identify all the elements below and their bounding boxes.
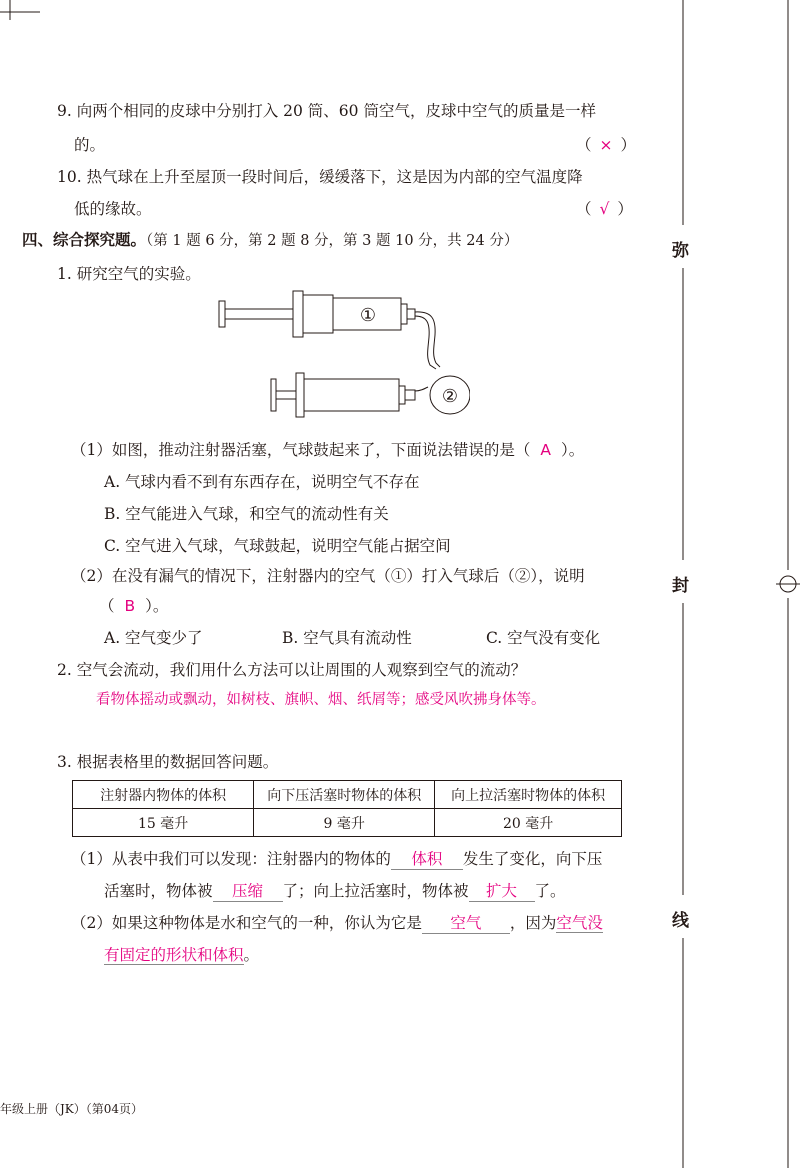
volume-table: [72, 780, 622, 837]
syringe-diagram: [210, 285, 470, 425]
option2-c: C. 空气没有变化: [486, 629, 601, 647]
p3-sub1-line1: （1）从表中我们可以发现：注射器内的物体的 体积 发生了变化，向下压: [71, 847, 602, 870]
table-cell: 15 毫升: [73, 809, 254, 837]
q10-line1: 10. 热气球在上升至屋顶一段时间后，缓缓落下，这是因为内部的空气温度降: [57, 168, 583, 186]
option-b: B. 空气能进入气球，和空气的流动性有关: [104, 505, 389, 523]
p1-sub1-answer: A: [540, 441, 551, 459]
q9-line2: 的。: [74, 136, 106, 154]
p3-sub2-line2: 有固定的形状和体积。: [104, 946, 260, 964]
option-c: C. 空气进入气球，气球鼓起，说明空气能占据空间: [104, 537, 451, 555]
blank-compressed: 压缩: [213, 879, 283, 902]
p1-sub2-line1: （2）在没有漏气的情况下，注射器内的空气（①）打入气球后（②），说明: [71, 567, 585, 585]
q9-answer-paren: （ × ）: [576, 136, 637, 154]
table-header-cell: 向下压活塞时物体的体积: [254, 781, 435, 809]
binding-line: [640, 0, 800, 1168]
p1-sub2-answer: B: [124, 597, 136, 615]
p2-answer: 看物体摇动或飘动，如树枝、旗帜、烟、纸屑等；感受风吹拂身体等。: [96, 692, 546, 708]
blank-expanded: 扩大: [469, 879, 535, 902]
option-a: A. 气球内看不到有东西存在，说明空气不存在: [104, 473, 420, 491]
table-header-row: [73, 781, 622, 809]
p2-question: 2. 空气会流动，我们用什么方法可以让周围的人观察到空气的流动？: [57, 661, 527, 679]
p1-sub2-line2: （ B ）。: [99, 597, 169, 615]
table-cell: 20 毫升: [435, 809, 622, 837]
option2-b: B. 空气具有流动性: [282, 629, 412, 647]
reason-answer-part2: 有固定的形状和体积: [104, 946, 244, 964]
q10-line2: 低的缘故。: [74, 200, 152, 218]
q9-answer: ×: [599, 136, 613, 154]
reason-answer-part1: 空气没: [556, 914, 603, 932]
corner-mark: [0, 0, 60, 20]
table-header-cell: 向上拉活塞时物体的体积: [435, 781, 622, 809]
table-header-cell: 注射器内物体的体积: [73, 781, 254, 809]
margin-char-2: 封: [672, 576, 689, 596]
p1-sub1: （1）如图，推动注射器活塞，气球鼓起来了，下面说法错误的是（ A ）。: [71, 441, 585, 459]
section-heading: 四、综合探究题。（第 1 题 6 分，第 2 题 8 分，第 3 题 10 分，共 24 分）: [22, 231, 519, 249]
margin-char-1: 弥: [672, 241, 689, 261]
q9-line1: 9. 向两个相同的皮球中分别打入 20 筒、60 筒空气，皮球中空气的质量是一样: [57, 102, 596, 120]
q10-answer: √: [599, 200, 610, 218]
label-1: ①: [359, 305, 377, 326]
p1-title: 1. 研究空气的实验。: [57, 265, 201, 283]
page-footer: 年级上册（JK）（第04页）: [0, 1102, 144, 1116]
label-2: ②: [441, 386, 459, 407]
p3-sub2-line1: （2）如果这种物体是水和空气的一种，你认为它是 空气 ，因为空气没: [71, 911, 603, 934]
q10-answer-paren: （ √ ）: [576, 200, 633, 218]
option2-a: A. 空气变少了: [104, 629, 203, 647]
margin-char-3: 线: [672, 911, 689, 931]
p3-sub1-line2: 活塞时，物体被 压缩 了；向上拉活塞时，物体被 扩大 了。: [104, 879, 566, 902]
blank-substance: 空气: [422, 911, 510, 934]
p3-title: 3. 根据表格里的数据回答问题。: [57, 753, 279, 771]
blank-volume: 体积: [391, 847, 463, 870]
table-row: [73, 809, 622, 837]
table-cell: 9 毫升: [254, 809, 435, 837]
